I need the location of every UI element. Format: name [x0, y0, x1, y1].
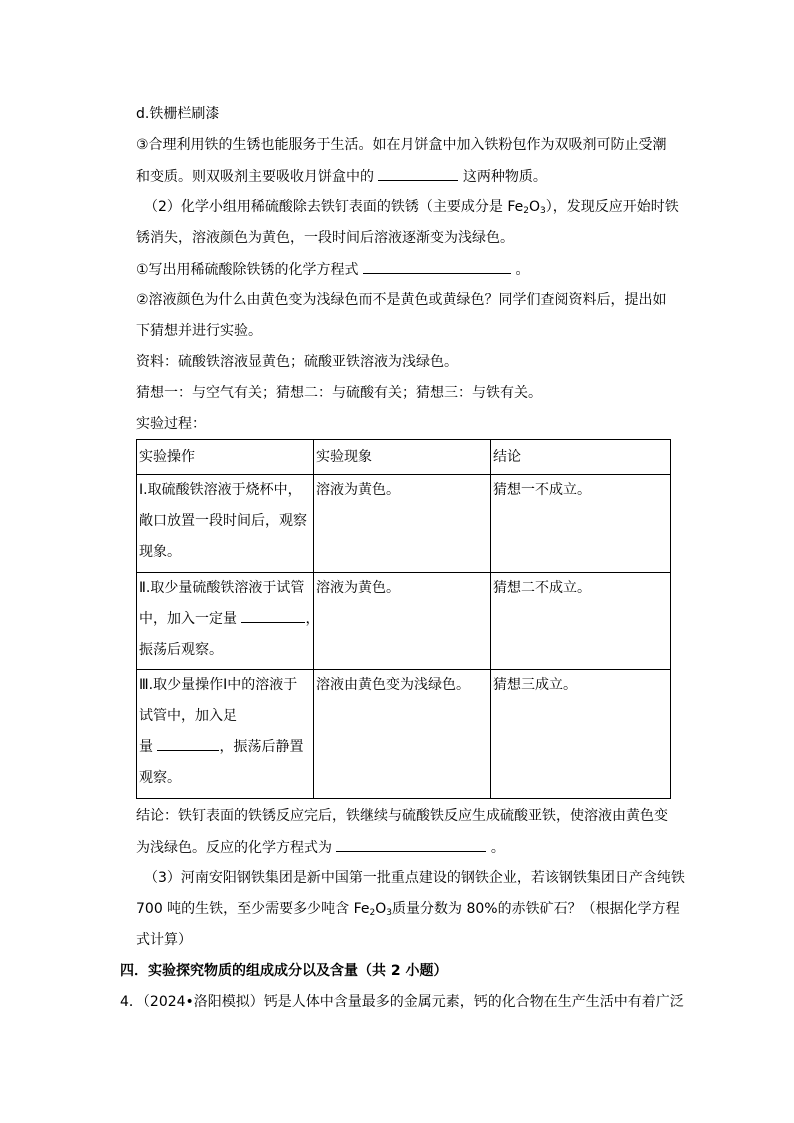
table-cell-conclusion [491, 475, 671, 573]
answer-blank[interactable] [363, 259, 511, 274]
answer-blank[interactable] [241, 608, 305, 623]
text-segment: 这两种物质。 [462, 169, 547, 185]
cell-text: 试管中，加入足 [139, 708, 237, 724]
text-segment: O [375, 901, 387, 917]
text-line: 猜想一：与空气有关；猜想二：与硫酸有关；猜想三：与铁有关。 [136, 385, 542, 401]
answer-blank[interactable] [336, 837, 486, 852]
text-segment: ，振荡后静置 [219, 739, 304, 755]
text-segment: 质量分数为 80%的赤铁矿石？（根据化学方程 [392, 901, 680, 917]
section-heading: 四．实验探究物质的组成成分以及含量（共 2 小题） [120, 963, 448, 979]
text-segment: （2）化学小组用稀硫酸除去铁钉表面的铁锈（主要成分是 Fe [144, 199, 524, 215]
text-line [136, 837, 505, 858]
option-d: d.铁栅栏刷漆 [136, 106, 220, 122]
text-line: 下猜想并进行实验。 [136, 323, 262, 339]
table-row [137, 573, 671, 670]
text-line: 实验过程： [136, 416, 206, 432]
text-line: 资料：硫酸铁溶液显黄色；硫酸亚铁溶液为浅绿色。 [136, 354, 458, 370]
text-line: 结论：铁钉表面的铁锈反应完后，铁继续与硫酸铁反应生成硫酸亚铁，使溶液由黄色变 [136, 808, 668, 824]
cell-text: 现象。 [139, 544, 181, 560]
table-cell-phenomenon [314, 475, 491, 573]
text-segment: 和变质。则双吸剂主要吸收月饼盒中的 [136, 169, 374, 185]
text-segment: 。 [490, 840, 505, 856]
cell-text [139, 732, 311, 763]
cell-text: 溶液由黄色变为浅绿色。 [316, 677, 470, 693]
text-segment: O [529, 199, 541, 215]
table-cell-conclusion [491, 573, 671, 670]
text-segment: ），发现反应开始时铁 [545, 199, 679, 215]
table-cell-operation [137, 670, 314, 799]
cell-text: 猜想三成立。 [493, 677, 577, 693]
cell-text: Ⅲ.取少量操作Ⅰ中的溶液于 [139, 677, 298, 693]
text-line [136, 166, 547, 187]
text-line: 锈消失，溶液颜色为黄色，一段时间后溶液逐渐变为浅绿色。 [136, 230, 514, 246]
text-line: ②溶液颜色为什么由黄色变为浅绿色而不是黄色或黄绿色？同学们查阅资料后，提出如 [136, 292, 667, 308]
answer-blank[interactable] [157, 736, 219, 751]
subscript: 3 [540, 206, 546, 216]
cell-text: 猜想二不成立。 [493, 580, 591, 596]
text-segment: 。 [515, 262, 530, 278]
cell-text: Ⅰ.取硫酸铁溶液于烧杯中， [139, 482, 302, 498]
cell-text: 敞口放置一段时间后，观察 [139, 513, 307, 529]
text-line [136, 899, 680, 919]
subscript: 2 [369, 908, 376, 918]
table-row [137, 475, 671, 573]
table-header-row [137, 440, 671, 475]
text-segment: ， [305, 611, 320, 627]
text-segment: ①写出用稀硫酸除铁锈的化学方程式 [136, 262, 359, 278]
subscript: 3 [386, 908, 393, 918]
table-header-cell: 结论 [491, 440, 671, 475]
text-line [136, 259, 529, 280]
cell-text: Ⅱ.取少量硫酸铁溶液于试管 [139, 580, 305, 596]
subscript: 2 [523, 206, 529, 216]
text-line: 式计算） [136, 932, 192, 948]
text-segment: 700 吨的生铁，至少需要多少吨含 Fe [136, 901, 370, 917]
cell-text [139, 604, 320, 635]
text-line: ③合理利用铁的生锈也能服务于生活。如在月饼盒中加入铁粉包作为双吸剂可防止受潮 [136, 137, 667, 153]
table-cell-phenomenon [314, 573, 491, 670]
table-cell-conclusion [491, 670, 671, 799]
answer-blank[interactable] [378, 166, 458, 181]
text-segment: 中，加入一定量 [139, 611, 237, 627]
text-segment: 为浅绿色。反应的化学方程式为 [136, 840, 332, 856]
cell-text: 振荡后观察。 [139, 642, 223, 658]
table-header-cell: 实验操作 [137, 440, 314, 475]
cell-text: 溶液为黄色。 [316, 580, 400, 596]
table-cell-operation [137, 475, 314, 573]
question-2-line [144, 197, 679, 217]
table-row [137, 670, 671, 799]
cell-text: 溶液为黄色。 [316, 482, 400, 498]
question-3-line: （3）河南安阳钢铁集团是新中国第一批重点建设的钢铁企业，若该钢铁集团日产含纯铁 [144, 870, 685, 886]
cell-text: 观察。 [139, 770, 181, 786]
table-cell-operation [137, 573, 320, 670]
question-4-line: 4．（2024•洛阳模拟）钙是人体中含量最多的金属元素，钙的化合物在生产生活中有着广泛 [120, 994, 684, 1010]
text-segment: 量 [139, 739, 153, 755]
table-cell-phenomenon [314, 670, 491, 799]
experiment-table [136, 439, 671, 799]
table-header-cell: 实验现象 [314, 440, 491, 475]
cell-text: 猜想一不成立。 [493, 482, 591, 498]
